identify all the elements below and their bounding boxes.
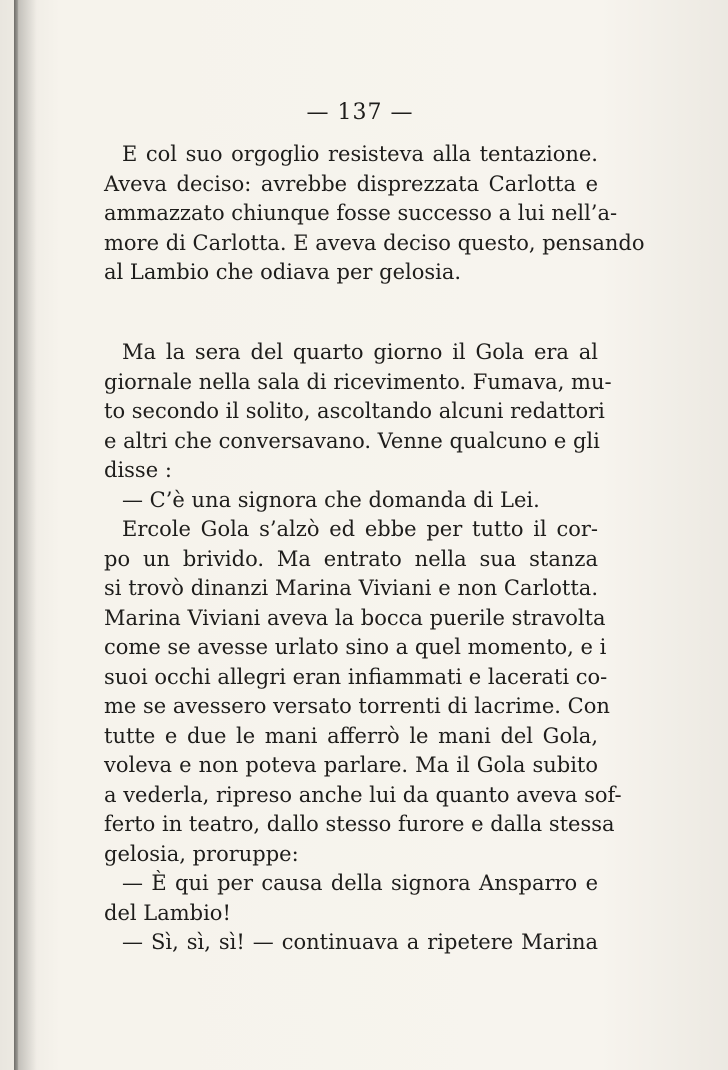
spine-shadow <box>19 0 37 1070</box>
text-line: tutte e due le mani afferrò le mani del Gola, <box>104 723 598 748</box>
text-line: ammazzato chiunque fosse successo a lui nell’a- <box>104 201 618 225</box>
text-line: come se avesse urlato sino a quel momento, e i <box>104 635 607 659</box>
text-line: e altri che conversavano. Venne qualcuno e gli <box>104 428 600 453</box>
dialogue-line: — Sì, sì, sì! — continuava a ripetere Marina <box>122 930 598 954</box>
text-line: suoi occhi allegri eran infiammati e lacerati co- <box>104 664 608 689</box>
text-section-1 <box>104 140 645 288</box>
text-line: si trovò dinanzi Marina Viviani e non Carlotta. <box>104 576 598 600</box>
text-line: Ma la sera del quarto giorno il Gola era al <box>122 340 598 364</box>
text-line: voleva e non poteva parlare. Ma il Gola subito <box>104 753 598 777</box>
page-number: — 137 — <box>306 100 414 125</box>
text-line: me se avessero versato torrenti di lacrime. Con <box>104 694 610 718</box>
text-line: to secondo il solito, ascoltando alcuni redattori <box>104 399 605 423</box>
text-line: gelosia, proruppe: <box>104 841 299 866</box>
text-line: del Lambio! <box>104 900 231 925</box>
text-line: more di Carlotta. E aveva deciso questo, pensando <box>104 230 645 255</box>
dialogue-line: — C’è una signora che domanda di Lei. <box>122 487 540 512</box>
text-line: a vederla, ripreso anche lui da quanto aveva sof- <box>104 782 622 807</box>
dialogue-line: — È qui per causa della signora Ansparro e <box>122 871 598 895</box>
text-line: po un brivido. Ma entrato nella sua stanza <box>104 546 598 571</box>
text-line: disse : <box>104 458 172 482</box>
text-line: Marina Viviani aveva la bocca puerile stravolta <box>104 605 606 630</box>
text-line: E col suo orgoglio resisteva alla tentazione. <box>122 142 598 166</box>
text-section-2 <box>104 338 622 958</box>
text-line: Aveva deciso: avrebbe disprezzata Carlotta e <box>104 171 598 196</box>
text-line: giornale nella sala di ricevimento. Fumava, mu- <box>104 369 612 394</box>
text-line: al Lambio che odiava per gelosia. <box>104 260 462 284</box>
text-line: ferto in teatro, dallo stesso furore e dalla stessa <box>104 812 615 836</box>
text-line: Ercole Gola s’alzò ed ebbe per tutto il cor- <box>122 517 598 541</box>
